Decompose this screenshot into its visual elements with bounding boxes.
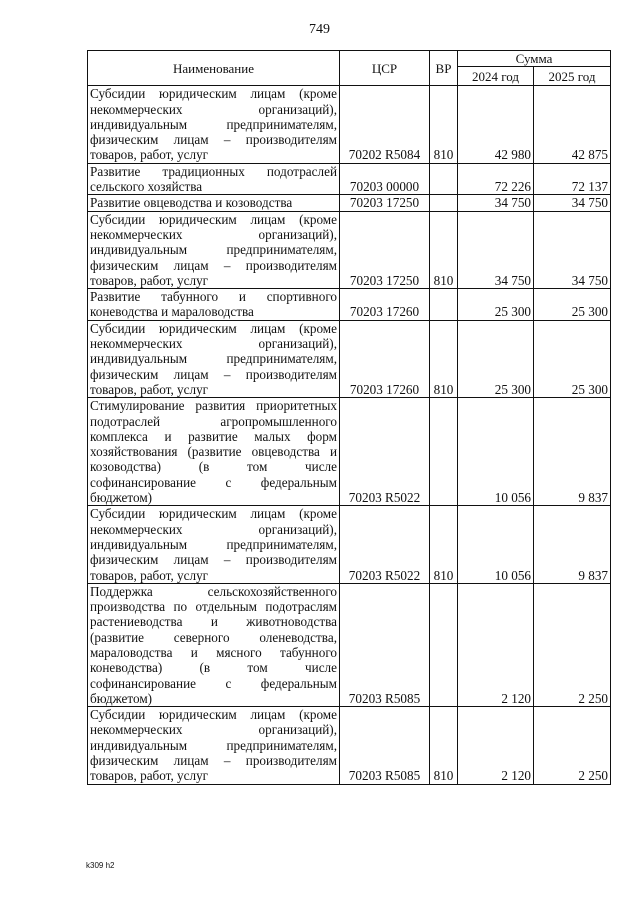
row-name: Субсидии юридическим лицам (кроме некоммерческих организаций), индивидуальным предпринимателям, физическим лицам – производителям товаров, работ, услуг [88, 320, 340, 397]
row-name: Развитие традиционных подотраслей сельского хозяйства [88, 163, 340, 195]
row-vr-code: 810 [430, 86, 458, 163]
row-vr-code [430, 398, 458, 506]
row-amount-2024: 34 750 [458, 195, 534, 211]
row-csr-code: 70203 R5022 [340, 506, 430, 583]
row-amount-2024: 34 750 [458, 211, 534, 288]
row-amount-2024: 10 056 [458, 398, 534, 506]
table-row [88, 211, 611, 288]
header-name: Наименование [88, 51, 340, 86]
row-csr-code: 70203 17260 [340, 320, 430, 397]
table-row [88, 707, 611, 784]
row-amount-2024: 2 120 [458, 707, 534, 784]
row-amount-2025: 2 250 [534, 707, 611, 784]
row-amount-2024: 10 056 [458, 506, 534, 583]
row-vr-code [430, 163, 458, 195]
row-vr-code: 810 [430, 320, 458, 397]
row-name: Субсидии юридическим лицам (кроме некоммерческих организаций), индивидуальным предпринимателям, физическим лицам – производителям товаров, работ, услуг [88, 506, 340, 583]
row-csr-code: 70203 17260 [340, 289, 430, 321]
row-csr-code: 70203 R5085 [340, 583, 430, 706]
row-csr-code: 70203 R5085 [340, 707, 430, 784]
row-name: Развитие табунного и спортивного коневодства и мараловодства [88, 289, 340, 321]
row-amount-2025: 2 250 [534, 583, 611, 706]
table-row [88, 506, 611, 583]
row-name: Развитие овцеводства и козоводства [88, 195, 340, 211]
row-amount-2024: 25 300 [458, 320, 534, 397]
budget-table [87, 50, 611, 785]
table-row [88, 195, 611, 211]
row-csr-code: 70203 17250 [340, 211, 430, 288]
row-vr-code: 810 [430, 707, 458, 784]
row-vr-code [430, 583, 458, 706]
footer-code: k309 h2 [86, 861, 115, 870]
row-amount-2025: 34 750 [534, 211, 611, 288]
table-row [88, 289, 611, 321]
row-amount-2024: 42 980 [458, 86, 534, 163]
row-name: Стимулирование развития приоритетных подотраслей агропромышленного комплекса и развитие малых форм хозяйствования (развитие овцеводства и козоводства) (в том числе софинансирование с федеральным бюджетом) [88, 398, 340, 506]
row-csr-code: 70202 R5084 [340, 86, 430, 163]
table-row [88, 583, 611, 706]
row-amount-2025: 25 300 [534, 289, 611, 321]
header-year-2024: 2024 год [458, 67, 534, 86]
row-amount-2025: 34 750 [534, 195, 611, 211]
header-vr: ВР [430, 51, 458, 86]
row-amount-2024: 25 300 [458, 289, 534, 321]
row-amount-2025: 9 837 [534, 398, 611, 506]
row-vr-code: 810 [430, 506, 458, 583]
table-row [88, 398, 611, 506]
header-csr: ЦСР [340, 51, 430, 86]
row-amount-2025: 72 137 [534, 163, 611, 195]
row-amount-2025: 25 300 [534, 320, 611, 397]
row-name: Субсидии юридическим лицам (кроме некоммерческих организаций), индивидуальным предпринимателям, физическим лицам – производителям товаров, работ, услуг [88, 707, 340, 784]
row-name: Субсидии юридическим лицам (кроме некоммерческих организаций), индивидуальным предпринимателям, физическим лицам – производителям товаров, работ, услуг [88, 211, 340, 288]
row-amount-2024: 72 226 [458, 163, 534, 195]
row-amount-2024: 2 120 [458, 583, 534, 706]
row-name: Поддержка сельскохозяйственного производства по отдельным подотраслям растениеводства и животноводства (развитие северного оленеводства, мараловодства и мясного табунного коневодства) (в том числе софинансирование с федеральным бюджетом) [88, 583, 340, 706]
row-amount-2025: 42 875 [534, 86, 611, 163]
row-name: Субсидии юридическим лицам (кроме некоммерческих организаций), индивидуальным предпринимателям, физическим лицам – производителям товаров, работ, услуг [88, 86, 340, 163]
table-row [88, 163, 611, 195]
header-year-2025: 2025 год [534, 67, 611, 86]
row-vr-code [430, 195, 458, 211]
row-vr-code [430, 289, 458, 321]
page-number: 749 [309, 22, 330, 37]
row-vr-code: 810 [430, 211, 458, 288]
row-amount-2025: 9 837 [534, 506, 611, 583]
table-row [88, 320, 611, 397]
table-row [88, 86, 611, 163]
row-csr-code: 70203 R5022 [340, 398, 430, 506]
header-sum: Сумма [458, 51, 611, 67]
row-csr-code: 70203 17250 [340, 195, 430, 211]
row-csr-code: 70203 00000 [340, 163, 430, 195]
